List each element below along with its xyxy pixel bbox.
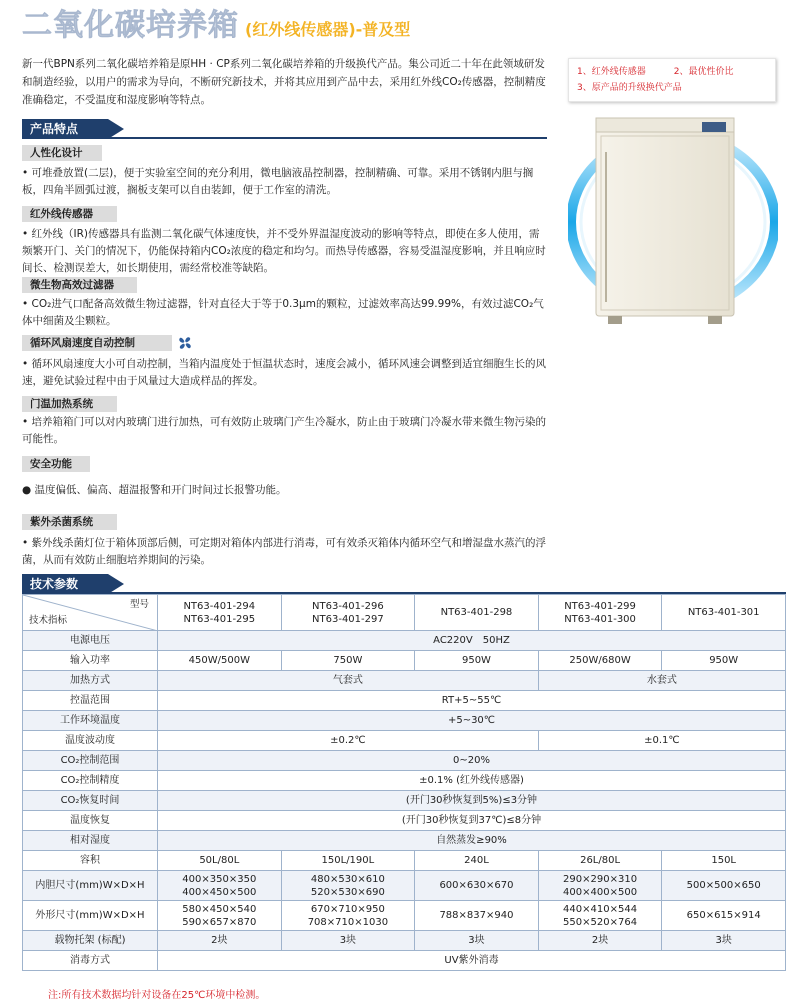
row-label: 控温范围 [23, 691, 158, 711]
cell-value: 250W/680W [538, 651, 662, 671]
page-subtitle: (红外线传感器)-普及型 [245, 20, 411, 39]
cell-value: +5~30℃ [158, 711, 786, 731]
table-row [23, 691, 786, 711]
subsection-title: 紫外杀菌系统 [22, 514, 117, 530]
dimension-value: 590×657×870 [182, 916, 257, 928]
cell-value [281, 871, 415, 901]
cell-value: 950W [415, 651, 539, 671]
subsection-text: • 红外线（IR)传感器具有监测二氧化碳气体速度快，并不受外界温湿度波动的影响等特点，即使在多人使用，需频繁开门、关门的情况下，仍能保持箱内CO₂浓度的稳定和均匀。而热导传感器，容易受温湿度影响，并且响应时间长、检测误差大，如长期使用，需经常校准等缺陷。 [22, 228, 546, 274]
cell-value [662, 871, 786, 901]
subsection-title: 门温加热系统 [22, 396, 117, 412]
cell-value: (开门30秒恢复到37℃)≤8分钟 [158, 811, 786, 831]
subsection-text: • 培养箱箱门可以对内玻璃门进行加热，可有效防止玻璃门产生冷凝水，防止由于玻璃门冷凝水带来微生物污染的可能性。 [22, 416, 547, 445]
row-label: 外形尺寸(mm)W×D×H [23, 901, 158, 931]
cell-value: 150L [662, 851, 786, 871]
table-corner-cell [23, 595, 158, 631]
subsection-title: 人性化设计 [22, 145, 102, 161]
model-cell [281, 595, 415, 631]
table-row [23, 671, 786, 691]
subsection-text: • CO₂进气口配备高效微生物过滤器，针对直径大于等于0.3μm的颗粒，过滤效率高达99.99%，有效过滤CO₂气体中细菌及尘颗粒。 [22, 298, 544, 327]
dimension-value: 400×450×500 [182, 886, 257, 898]
table-row [23, 651, 786, 671]
page-header [22, 2, 410, 44]
table-row [23, 951, 786, 971]
cell-value: ±0.1% (红外线传感器) [158, 771, 786, 791]
cell-value: 50L/80L [158, 851, 282, 871]
dimension-value: 500×500×650 [686, 880, 761, 891]
dimension-value: 788×837×940 [439, 910, 514, 921]
cell-value: ±0.2℃ [158, 731, 539, 751]
model-cell [538, 595, 662, 631]
fan-icon [177, 335, 193, 351]
cell-value: 3块 [415, 931, 539, 951]
cell-value: 26L/80L [538, 851, 662, 871]
subsection-text: • 紫外线杀菌灯位于箱体顶部后侧，可定期对箱体内部进行消毒，可有效杀灭箱体内循环空气和增湿盘水蒸汽的浮菌，从而有效防止细胞培养期间的污染。 [22, 537, 547, 566]
subsection-text: • 可堆叠放置(二层)，便于实验室空间的充分利用，微电脑液晶控制器，控制精确、可靠。采用不锈钢内胆与搁板，四角半圆弧过渡，搁板支架可以自由装卸，便于工作室的清洗。 [22, 167, 534, 196]
dimension-value: 550×520×764 [563, 916, 638, 928]
cell-value: 750W [281, 651, 415, 671]
cell-value: 3块 [662, 931, 786, 951]
product-image [568, 112, 778, 332]
cell-value: 0~20% [158, 751, 786, 771]
table-row [23, 811, 786, 831]
cell-value: 240L [415, 851, 539, 871]
model-number: NT63-401-296 [312, 600, 384, 612]
cell-value [415, 871, 539, 901]
cell-value: 水套式 [538, 671, 785, 691]
cell-value: RT+5~55℃ [158, 691, 786, 711]
subsection-title: 微生物高效过滤器 [22, 277, 137, 293]
table-row [23, 871, 786, 901]
model-cell [415, 595, 539, 631]
model-number: NT63-401-294 [183, 600, 256, 612]
table-row [23, 851, 786, 871]
cell-value: ±0.1℃ [538, 731, 785, 751]
subsection-title: 安全功能 [22, 456, 90, 472]
dimension-value: 600×630×670 [439, 880, 514, 891]
cell-value: 2块 [538, 931, 662, 951]
model-number: NT63-401-297 [312, 613, 384, 625]
table-row [23, 751, 786, 771]
table-row [23, 771, 786, 791]
footnote: 注:所有技术数据均针对设备在25℃环境中检测。 [48, 990, 266, 1000]
feature-item: 1、红外线传感器 [577, 67, 646, 77]
table-row [23, 631, 786, 651]
key-features-box [568, 58, 776, 102]
subsection-title: 循环风扇速度自动控制 [22, 335, 172, 351]
model-cell [158, 595, 282, 631]
dimension-value: 708×710×1030 [307, 916, 389, 928]
dimension-value: 670×710×950 [310, 903, 385, 915]
table-row [23, 791, 786, 811]
row-label: 加热方式 [23, 671, 158, 691]
cell-value [158, 871, 282, 901]
cell-value: AC220V 50HZ [158, 631, 786, 651]
row-label: 工作环境温度 [23, 711, 158, 731]
model-number: NT63-401-299 [564, 600, 636, 612]
intro-paragraph: 新一代BPN系列二氧化碳培养箱是原HH · CP系列二氧化碳培养箱的升级换代产品。集公司近二十年在此领域研发和制造经验，以用户的需求为导向，不断研究新技术，并将其应用到产品中去，采用红外线CO₂传感器，控制精度准确稳定，不受温度和湿度影响等特点。 [22, 58, 546, 106]
model-number: NT63-401-295 [183, 613, 256, 625]
feature-item: 3、原产品的升级换代产品 [577, 83, 682, 93]
feature-item: 2、最优性价比 [673, 67, 734, 77]
row-label: 消毒方式 [23, 951, 158, 971]
cell-value: UV紫外消毒 [158, 951, 786, 971]
cell-value [281, 901, 415, 931]
cell-value: 3块 [281, 931, 415, 951]
row-label: CO₂控制精度 [23, 771, 158, 791]
section-divider [22, 137, 547, 139]
cell-value [415, 901, 539, 931]
table-row [23, 711, 786, 731]
cell-value: 450W/500W [158, 651, 282, 671]
cell-value: 2块 [158, 931, 282, 951]
table-header-row [23, 595, 786, 631]
dimension-value: 480×530×610 [310, 873, 385, 885]
subsection-text: ● 温度偏低、偏高、超温报警和开门时间过长报警功能。 [22, 484, 287, 496]
subsection-text: • 循环风扇速度大小可自动控制，当箱内温度处于恒温状态时，速度会减小，循环风速会调整到适宜细胞生长的风速，避免试验过程中由于风量过大造成样品的挥发。 [22, 358, 547, 387]
row-label: 输入功率 [23, 651, 158, 671]
dimension-value: 440×410×544 [563, 903, 638, 915]
row-label: CO₂恢复时间 [23, 791, 158, 811]
dimension-value: 400×350×350 [182, 873, 257, 885]
model-cell [662, 595, 786, 631]
row-label: 相对湿度 [23, 831, 158, 851]
table-row [23, 731, 786, 751]
cell-value [538, 871, 662, 901]
row-label: 内胆尺寸(mm)W×D×H [23, 871, 158, 901]
page-title: 二氧化碳培养箱 [22, 8, 239, 43]
corner-index-label: 技术指标 [29, 615, 68, 626]
dimension-value: 290×290×310 [563, 873, 638, 885]
corner-model-label: 型号 [129, 599, 149, 610]
cell-value: (开门30秒恢复到5%)≤3分钟 [158, 791, 786, 811]
row-label: 温度波动度 [23, 731, 158, 751]
cell-value: 950W [662, 651, 786, 671]
cell-value [662, 901, 786, 931]
dimension-value: 650×615×914 [686, 910, 761, 921]
dimension-value: 400×400×500 [563, 886, 638, 898]
subsection-title: 红外线传感器 [22, 206, 117, 222]
dimension-value: 520×530×690 [310, 886, 385, 898]
section-header-spec: 技术参数 [22, 574, 108, 594]
spec-table [22, 594, 786, 971]
model-number: NT63-401-300 [564, 613, 636, 625]
row-label: 载物托架 (标配) [23, 931, 158, 951]
row-label: 温度恢复 [23, 811, 158, 831]
model-number: NT63-401-301 [687, 607, 760, 618]
table-row [23, 831, 786, 851]
row-label: 电源电压 [23, 631, 158, 651]
section-header-features: 产品特点 [22, 119, 108, 139]
cell-value [538, 901, 662, 931]
table-row [23, 901, 786, 931]
cell-value: 150L/190L [281, 851, 415, 871]
row-label: CO₂控制范围 [23, 751, 158, 771]
table-row [23, 931, 786, 951]
dimension-value: 580×450×540 [182, 903, 257, 915]
model-number: NT63-401-298 [440, 607, 513, 618]
cell-value: 自然蒸发≥90% [158, 831, 786, 851]
row-label: 容积 [23, 851, 158, 871]
cell-value: 气套式 [158, 671, 539, 691]
cell-value [158, 901, 282, 931]
